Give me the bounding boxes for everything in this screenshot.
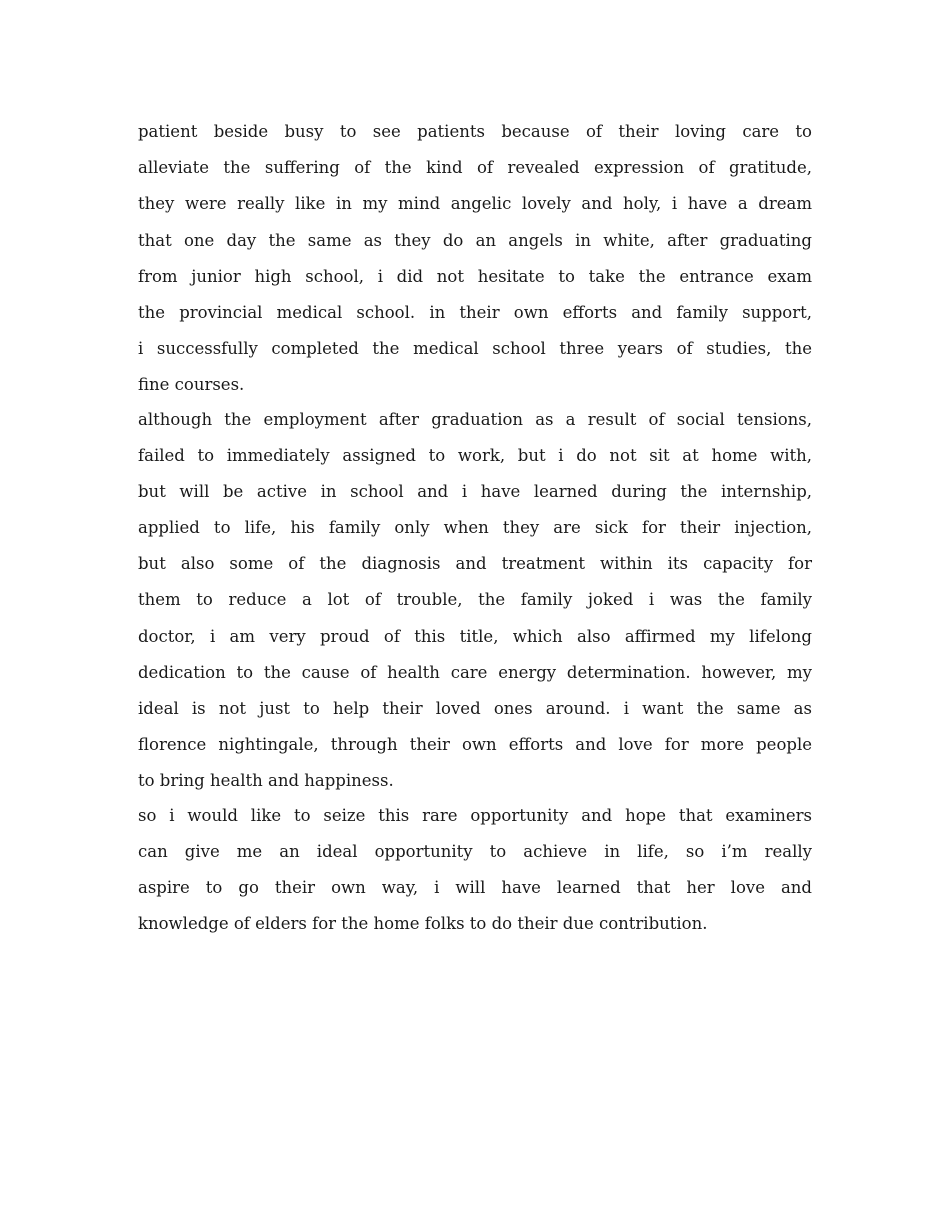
text-line: can give me an ideal opportunity to achieve in life, so i’m really	[138, 841, 812, 861]
paragraph-1	[138, 114, 812, 404]
text-line: florence nightingale, through their own efforts and love for more people	[138, 735, 812, 755]
paragraph-2	[138, 402, 812, 800]
text-line: aspire to go their own way, i will have learned that her love and	[138, 877, 812, 897]
text-line: dedication to the cause of health care energy determination. however, my	[138, 662, 812, 682]
text-line: that one day the same as they do an angels in white, after graduating	[138, 230, 812, 250]
text-line: but will be active in school and i have learned during the internship,	[138, 481, 812, 501]
body-text	[138, 114, 812, 942]
text-line: applied to life, his family only when they are sick for their injection,	[138, 518, 812, 538]
text-line: alleviate the suffering of the kind of revealed expression of gratitude,	[138, 158, 812, 178]
text-line: to bring health and happiness.	[138, 771, 394, 791]
text-line: failed to immediately assigned to work, but i do not sit at home with,	[138, 445, 812, 465]
text-line: ideal is not just to help their loved ones around. i want the same as	[138, 699, 812, 718]
text-line: so i would like to seize this rare opportunity and hope that examiners	[138, 805, 812, 825]
text-line: them to reduce a lot of trouble, the family joked i was the family	[138, 590, 812, 610]
text-line: i successfully completed the medical school three years of studies, the	[138, 339, 812, 359]
text-line: they were really like in my mind angelic lovely and holy, i have a dream	[138, 194, 812, 214]
text-line: fine courses.	[138, 375, 245, 395]
text-line: but also some of the diagnosis and treatment within its capacity for	[138, 554, 812, 574]
text-line: although the employment after graduation as a result of social tensions,	[138, 409, 812, 429]
text-line: from junior high school, i did not hesitate to take the entrance exam	[138, 266, 812, 286]
text-line: doctor, i am very proud of this title, which also affirmed my lifelong	[138, 626, 812, 646]
text-line: knowledge of elders for the home folks to do their due contribution.	[138, 914, 708, 934]
paragraph-3	[138, 798, 812, 943]
text-line: the provincial medical school. in their own efforts and family support,	[138, 302, 812, 322]
text-line: patient beside busy to see patients because of their loving care to	[138, 122, 812, 141]
